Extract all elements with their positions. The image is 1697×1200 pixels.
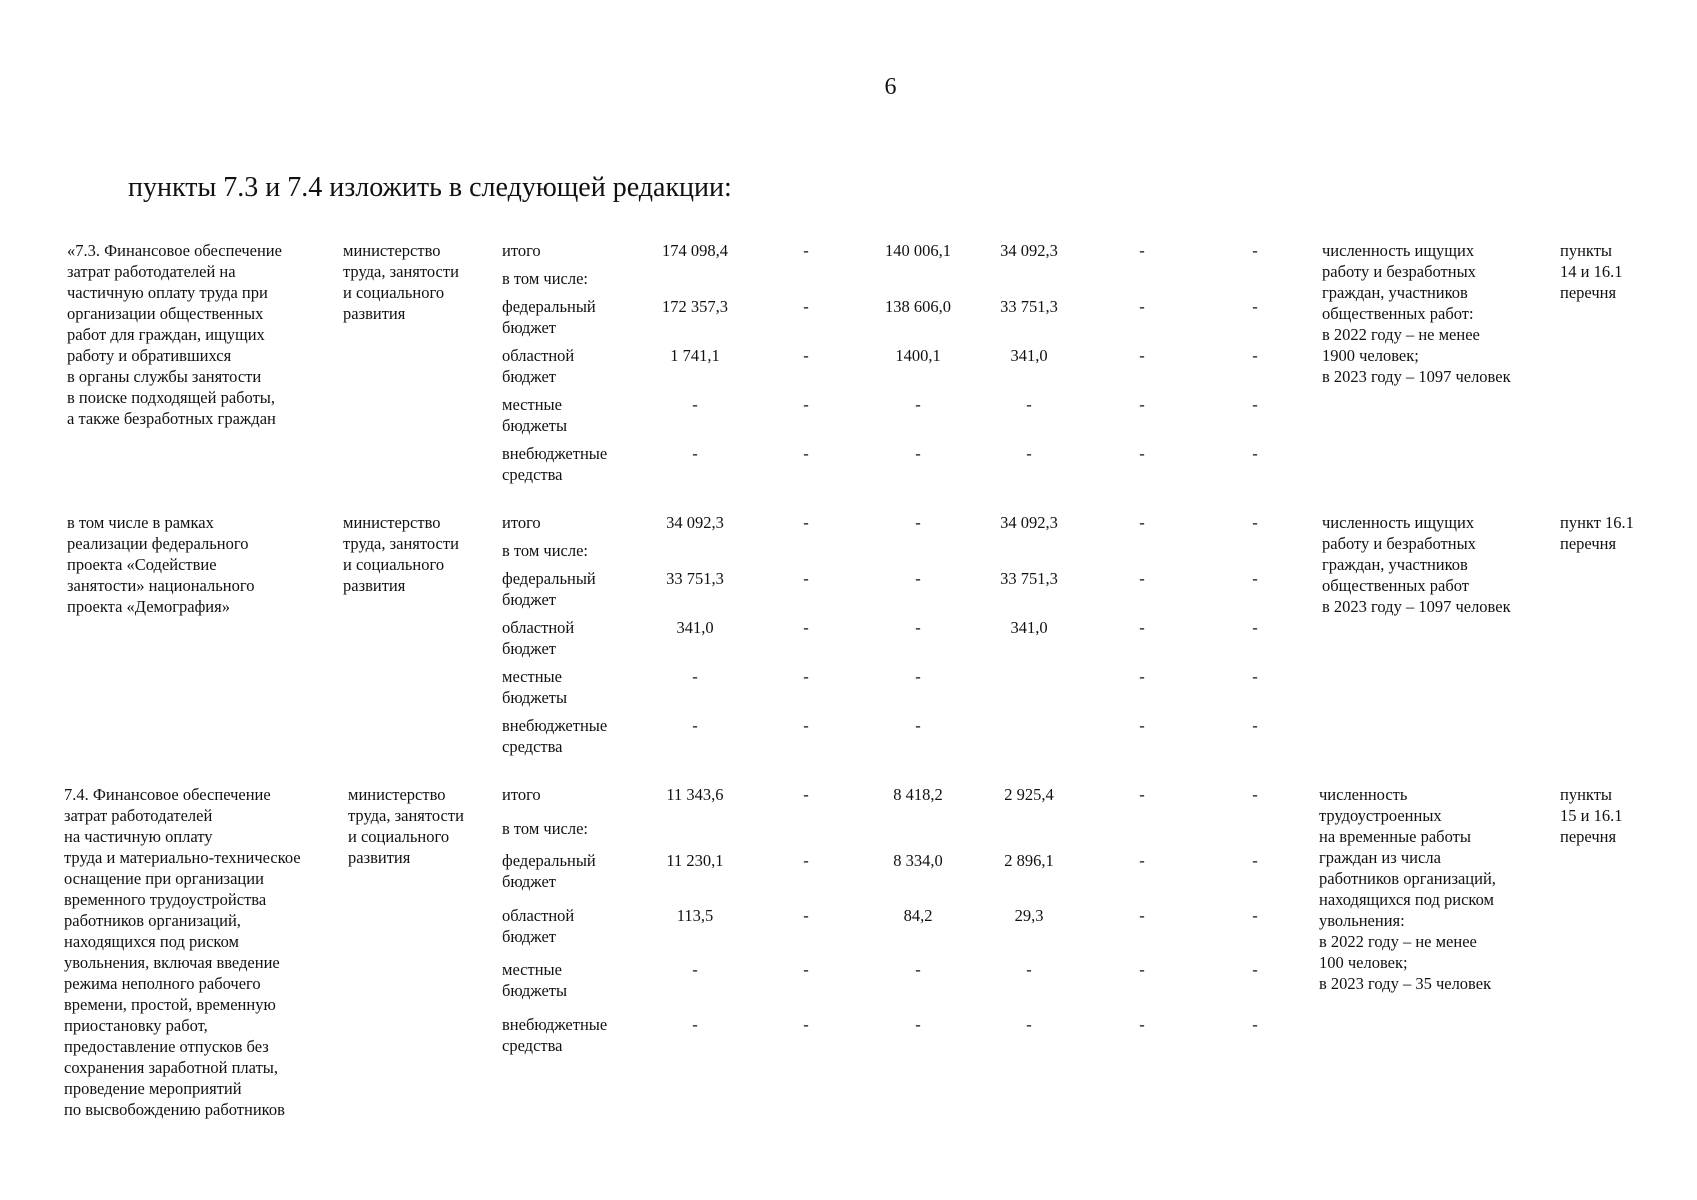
funding-value: 33 751,3 bbox=[666, 569, 724, 588]
funding-value: - bbox=[915, 395, 921, 414]
funding-value: - bbox=[803, 716, 809, 735]
funding-value: - bbox=[915, 716, 921, 735]
funding-value: 8 418,2 bbox=[893, 785, 943, 804]
funding-value: - bbox=[1252, 1015, 1258, 1034]
funding-value: - bbox=[1252, 241, 1258, 260]
funding-value: - bbox=[692, 395, 698, 414]
funding-value: - bbox=[1252, 297, 1258, 316]
funding-value: - bbox=[1252, 346, 1258, 365]
funding-source: итого bbox=[502, 241, 541, 260]
funding-value: - bbox=[803, 569, 809, 588]
funding-value: 138 606,0 bbox=[885, 297, 951, 316]
funding-value: - bbox=[692, 1015, 698, 1034]
target-indicator: численность ищущих работу и безработных граждан, участников общественных работ: в 2022 году – не менее 1900 человек; в 2023 году – 1097 человек bbox=[1322, 241, 1511, 386]
funding-value: - bbox=[1139, 906, 1145, 925]
funding-value: - bbox=[1252, 569, 1258, 588]
funding-value: - bbox=[1139, 618, 1145, 637]
funding-source: федеральный бюджет bbox=[502, 569, 596, 609]
funding-source: местные бюджеты bbox=[502, 395, 568, 435]
funding-value: 1400,1 bbox=[895, 346, 941, 365]
funding-value: - bbox=[803, 513, 809, 532]
executor: министерство труда, занятости и социального развития bbox=[343, 513, 459, 595]
funding-value: - bbox=[803, 346, 809, 365]
funding-value: - bbox=[1026, 1015, 1032, 1034]
funding-value: - bbox=[1252, 851, 1258, 870]
funding-value: - bbox=[1252, 618, 1258, 637]
funding-value: - bbox=[1252, 395, 1258, 414]
funding-value: - bbox=[1139, 241, 1145, 260]
funding-value: 29,3 bbox=[1014, 906, 1044, 925]
funding-value: - bbox=[803, 785, 809, 804]
funding-source: местные бюджеты bbox=[502, 960, 568, 1000]
funding-value: - bbox=[1139, 960, 1145, 979]
funding-source: внебюджетные средства bbox=[502, 716, 608, 756]
funding-value: - bbox=[803, 395, 809, 414]
funding-value: - bbox=[1139, 785, 1145, 804]
executor: министерство труда, занятости и социального развития bbox=[343, 241, 459, 323]
funding-source: в том числе: bbox=[502, 819, 589, 838]
funding-source: областной бюджет bbox=[502, 618, 575, 658]
funding-source: внебюджетные средства bbox=[502, 444, 608, 484]
funding-value: - bbox=[803, 618, 809, 637]
funding-source: в том числе: bbox=[502, 541, 589, 560]
target-indicator: численность трудоустроенных на временные работы граждан из числа работников организаций, находящихся под риском увольнения: в 2022 году – не менее 100 человек; в 2023 году – 35 человек bbox=[1319, 785, 1496, 993]
funding-value: - bbox=[915, 960, 921, 979]
funding-value: 140 006,1 bbox=[885, 241, 951, 260]
funding-value: 11 230,1 bbox=[666, 851, 724, 870]
funding-value: - bbox=[1139, 444, 1145, 463]
page-number: 6 bbox=[884, 74, 897, 100]
funding-value: - bbox=[1252, 667, 1258, 686]
list-reference: пункты 14 и 16.1 перечня bbox=[1560, 241, 1623, 302]
funding-value: - bbox=[1252, 785, 1258, 804]
funding-value: 174 098,4 bbox=[662, 241, 728, 260]
funding-value: 33 751,3 bbox=[1000, 297, 1058, 316]
measure-description: в том числе в рамках реализации федерального проекта «Содействие занятости» национального проекта «Демография» bbox=[67, 513, 255, 616]
funding-value: 8 334,0 bbox=[893, 851, 943, 870]
funding-source: областной бюджет bbox=[502, 906, 575, 946]
funding-value: - bbox=[1139, 716, 1145, 735]
list-reference: пункт 16.1 перечня bbox=[1560, 513, 1634, 553]
funding-value: - bbox=[692, 960, 698, 979]
funding-value: - bbox=[1139, 297, 1145, 316]
funding-source: итого bbox=[502, 513, 541, 532]
funding-value: - bbox=[1139, 1015, 1145, 1034]
funding-source: итого bbox=[502, 785, 541, 804]
funding-value: - bbox=[1026, 444, 1032, 463]
funding-value: - bbox=[692, 444, 698, 463]
funding-value: - bbox=[1139, 667, 1145, 686]
measure-description: «7.3. Финансовое обеспечение затрат работодателей на частичную оплату труда при организации общественных работ для граждан, ищущих работу и обратившихся в органы службы занятости в поиске подходящей работы, а также безработных граждан bbox=[67, 241, 282, 428]
funding-value: 172 357,3 bbox=[662, 297, 728, 316]
funding-value: - bbox=[803, 444, 809, 463]
funding-value: - bbox=[1139, 395, 1145, 414]
funding-value: - bbox=[915, 569, 921, 588]
funding-value: - bbox=[1139, 851, 1145, 870]
funding-value: - bbox=[1252, 906, 1258, 925]
funding-value: - bbox=[1139, 569, 1145, 588]
funding-value: 34 092,3 bbox=[666, 513, 724, 532]
funding-value: - bbox=[803, 906, 809, 925]
funding-value: - bbox=[915, 513, 921, 532]
funding-value: - bbox=[1252, 513, 1258, 532]
funding-value: 113,5 bbox=[676, 906, 714, 925]
funding-value: - bbox=[692, 667, 698, 686]
measure-description: 7.4. Финансовое обеспечение затрат работодателей на частичную оплату труда и материально-техническое оснащение при организации временного трудоустройства работников организаций, находящихся под риском увольнения, включая введение режима неполного рабочего времени, простой, временную приостановку работ, предоставление отпусков без сохранения заработной платы, проведение мероприятий по высвобождению работников bbox=[64, 785, 301, 1119]
funding-value: - bbox=[803, 960, 809, 979]
funding-value: 33 751,3 bbox=[1000, 569, 1058, 588]
funding-value: - bbox=[1252, 716, 1258, 735]
funding-value: 1 741,1 bbox=[670, 346, 720, 365]
funding-value: - bbox=[1026, 960, 1032, 979]
funding-value: 341,0 bbox=[1010, 618, 1048, 637]
funding-value: 84,2 bbox=[903, 906, 933, 925]
funding-value: 341,0 bbox=[676, 618, 714, 637]
funding-source: местные бюджеты bbox=[502, 667, 568, 707]
funding-value: - bbox=[1026, 395, 1032, 414]
funding-source: в том числе: bbox=[502, 269, 589, 288]
funding-source: областной бюджет bbox=[502, 346, 575, 386]
funding-source: федеральный бюджет bbox=[502, 851, 596, 891]
funding-value: - bbox=[1252, 960, 1258, 979]
funding-value: - bbox=[803, 241, 809, 260]
funding-value: - bbox=[692, 716, 698, 735]
funding-value: - bbox=[915, 444, 921, 463]
funding-value: - bbox=[915, 667, 921, 686]
target-indicator: численность ищущих работу и безработных граждан, участников общественных работ в 2023 году – 1097 человек bbox=[1322, 513, 1511, 616]
funding-value: - bbox=[803, 851, 809, 870]
funding-value: - bbox=[803, 667, 809, 686]
funding-value: - bbox=[803, 297, 809, 316]
funding-value: - bbox=[1252, 444, 1258, 463]
funding-value: 2 925,4 bbox=[1004, 785, 1054, 804]
funding-source: внебюджетные средства bbox=[502, 1015, 608, 1055]
funding-value: - bbox=[1139, 346, 1145, 365]
funding-value: 34 092,3 bbox=[1000, 513, 1058, 532]
executor: министерство труда, занятости и социального развития bbox=[348, 785, 464, 867]
list-reference: пункты 15 и 16.1 перечня bbox=[1560, 785, 1623, 846]
funding-value: - bbox=[1139, 513, 1145, 532]
funding-value: 34 092,3 bbox=[1000, 241, 1058, 260]
funding-value: 2 896,1 bbox=[1004, 851, 1054, 870]
funding-value: - bbox=[915, 618, 921, 637]
funding-value: - bbox=[803, 1015, 809, 1034]
funding-source: федеральный бюджет bbox=[502, 297, 596, 337]
funding-value: 11 343,6 bbox=[666, 785, 724, 804]
intro-text: пункты 7.3 и 7.4 изложить в следующей редакции: bbox=[128, 172, 732, 203]
funding-value: 341,0 bbox=[1010, 346, 1048, 365]
funding-value: - bbox=[915, 1015, 921, 1034]
